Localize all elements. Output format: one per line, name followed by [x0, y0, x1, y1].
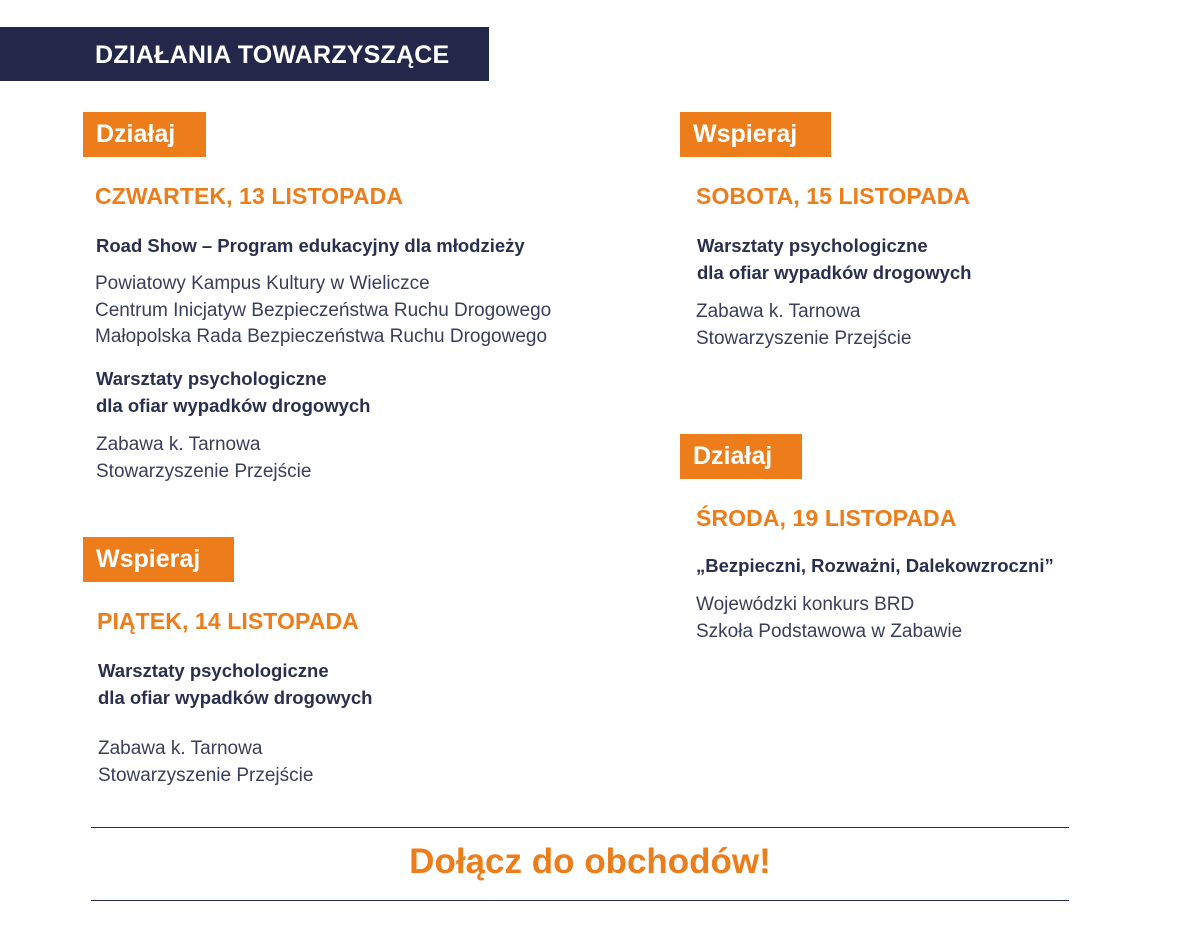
event-title-line: „Bezpieczni, Rozważni, Dalekowzroczni”	[696, 555, 1054, 576]
divider-bottom	[91, 900, 1069, 901]
event-details	[696, 592, 962, 645]
event-title-line: Warsztaty psychologiczne	[98, 660, 329, 681]
event-detail-line: Małopolska Rada Bezpieczeństwa Ruchu Drogowego	[95, 326, 548, 347]
footer-call-to-action: Dołącz do obchodów!	[409, 842, 771, 881]
date-heading: PIĄTEK, 14 LISTOPADA	[97, 608, 359, 634]
event-title	[96, 365, 370, 419]
event-detail-line: Wojewódzki konkurs BRD	[696, 594, 915, 615]
event-details	[95, 271, 551, 351]
event-title-line: dla ofiar wypadków drogowych	[96, 395, 371, 416]
tag-wspieraj: Wspieraj	[680, 112, 831, 157]
tag-dzialaj: Działaj	[680, 434, 802, 479]
event-title-line: dla ofiar wypadków drogowych	[697, 262, 972, 283]
event-detail-line: Zabawa k. Tarnowa	[98, 738, 263, 759]
event-title-line: dla ofiar wypadków drogowych	[98, 687, 373, 708]
date-heading: CZWARTEK, 13 LISTOPADA	[95, 183, 404, 209]
divider-top	[91, 827, 1069, 828]
event-title	[697, 232, 971, 286]
tag-dzialaj: Działaj	[83, 112, 206, 157]
event-title	[96, 232, 525, 259]
event-title-line: Warsztaty psychologiczne	[697, 235, 928, 256]
page-title: DZIAŁANIA TOWARZYSZĄCE	[95, 41, 450, 69]
event-title	[98, 657, 372, 711]
event-detail-line: Stowarzyszenie Przejście	[98, 764, 314, 786]
event-detail-line: Stowarzyszenie Przejście	[96, 460, 312, 482]
event-details	[98, 736, 313, 789]
event-detail-line: Centrum Inicjatyw Bezpieczeństwa Ruchu Drogowego	[95, 299, 552, 321]
event-details	[96, 432, 311, 485]
event-title	[696, 552, 1054, 579]
event-detail-line: Stowarzyszenie Przejście	[696, 327, 912, 349]
event-detail-line: Szkoła Podstawowa w Zabawie	[696, 620, 963, 642]
event-title-line: Warsztaty psychologiczne	[96, 368, 327, 389]
event-details	[696, 299, 911, 352]
date-heading: SOBOTA, 15 LISTOPADA	[696, 183, 971, 209]
date-heading: ŚRODA, 19 LISTOPADA	[696, 505, 957, 531]
event-title-line: Road Show – Program edukacyjny dla młodzieży	[96, 235, 525, 256]
event-detail-line: Powiatowy Kampus Kultury w Wieliczce	[95, 273, 430, 294]
tag-wspieraj: Wspieraj	[83, 537, 234, 582]
event-detail-line: Zabawa k. Tarnowa	[696, 301, 861, 322]
event-detail-line: Zabawa k. Tarnowa	[96, 434, 261, 455]
